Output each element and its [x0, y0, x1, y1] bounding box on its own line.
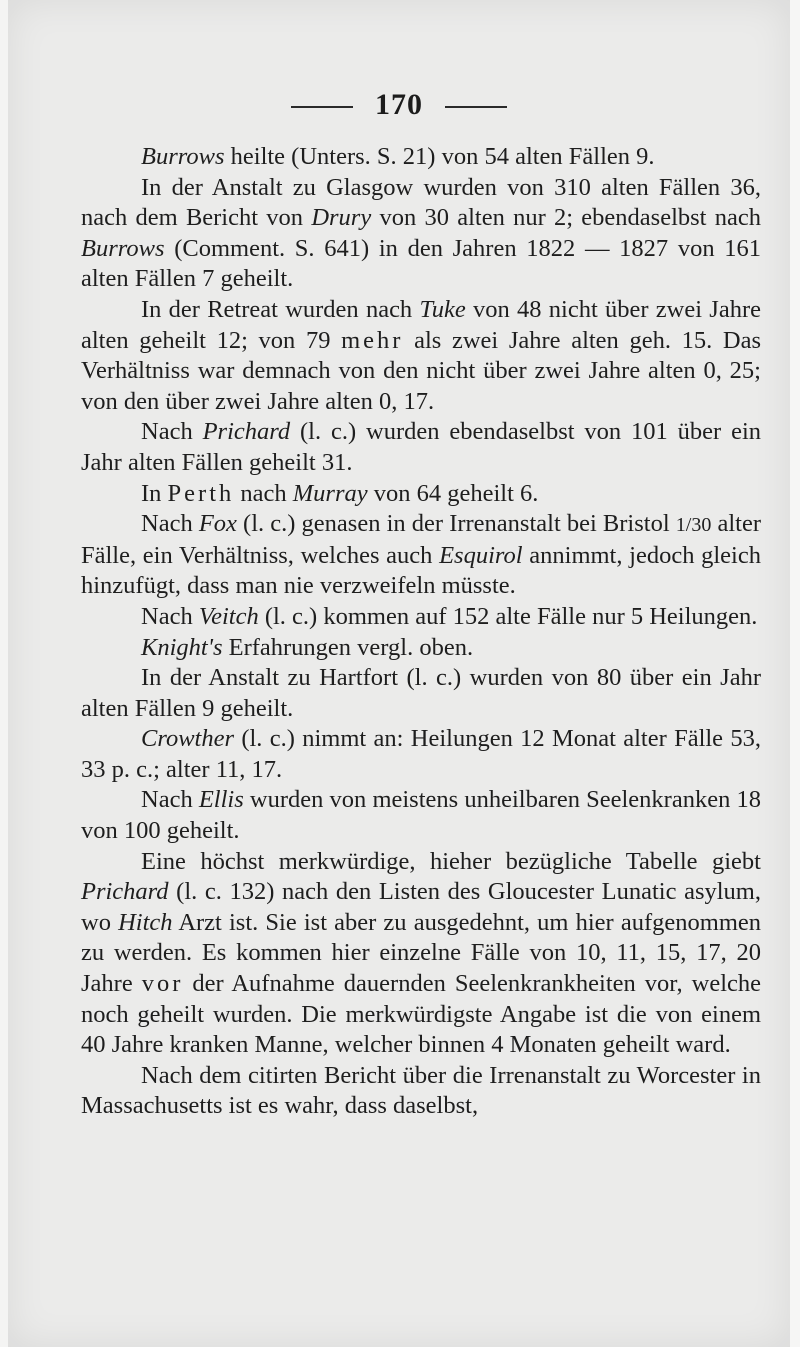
text-run: (l. c. 132) nach den Listen des Gloucester Lunatic asylum, wo — [81, 878, 761, 936]
text-run: (l. c.) kommen auf 152 alte Fälle nur 5 Heilungen. — [258, 602, 758, 630]
text-run: (l. c.) genasen in der Irrenanstalt bei Bristol — [236, 510, 676, 538]
text-run: Eine höchst merkwürdige, hieher bezügliche Tabelle giebt — [141, 847, 761, 875]
italic-name: Drury — [311, 204, 372, 232]
paragraph — [81, 1061, 761, 1122]
body-text — [81, 142, 761, 1122]
text-run: der Aufnahme dauernden Seelenkrankheiten vor, welche noch geheilt wurden. Die merkwürdigste Angabe ist die von einem 40 Jahre kranken Manne, welcher binnen 4 Monaten geheilt ward. — [81, 970, 761, 1059]
italic-name: Burrows — [141, 143, 225, 170]
paragraph — [81, 142, 761, 173]
italic-name: Crowther — [141, 725, 235, 753]
italic-name: Knight's — [141, 633, 223, 661]
text-run: In der Anstalt zu Glasgow wurden von 310 alten Fällen 36, nach dem Bericht von — [81, 173, 761, 232]
paragraph — [81, 785, 761, 846]
italic-name: Ellis — [198, 786, 244, 814]
text-run: mehr — [341, 326, 404, 354]
paragraph — [81, 602, 761, 633]
paragraph — [81, 295, 761, 417]
text-run: annimmt, jedoch gleich hinzufügt, dass man nie verzweifeln müsste. — [81, 541, 761, 600]
text-run: Nach — [141, 602, 199, 630]
left-margin-strip — [0, 0, 8, 1347]
italic-name: Esquirol — [439, 541, 523, 569]
header-rule-right — [445, 106, 507, 108]
header-rule-left — [291, 106, 353, 108]
text-run: von 30 alten nur 2; ebendaselbst nach — [371, 204, 761, 232]
text-run: Nach — [141, 510, 199, 538]
text-run: von 48 nicht über zwei Jahre alten geheilt 12; von 79 — [81, 295, 761, 354]
text-run: (Comment. S. 641) in den Jahren 1822 — 1827 von 161 alten Fällen 7 geheilt. — [81, 234, 761, 293]
text-run: alter Fälle, ein Verhältniss, welches auch — [81, 510, 761, 569]
italic-name: Prichard — [202, 418, 291, 446]
paragraph — [81, 633, 761, 664]
italic-name: Hitch — [118, 908, 173, 936]
text-run: Arzt ist. Sie ist aber zu ausgedehnt, um hier aufgenommen zu werden. Es kommen hier einzelne Fälle von 10, 11, 15, 17, 20 Jahre — [81, 908, 761, 998]
right-margin-strip — [790, 0, 800, 1347]
paragraph — [81, 173, 761, 295]
text-run: wurden von meistens unheilbaren Seelenkranken 18 von 100 geheilt. — [81, 786, 761, 845]
text-run: In — [141, 479, 168, 507]
text-run: heilte (Unters. S. 21) von 54 alten Fällen 9. — [224, 143, 655, 170]
text-run: nach — [234, 479, 293, 507]
page-number: 170 — [375, 88, 423, 121]
italic-name: Veitch — [198, 602, 259, 630]
text-run: vor — [141, 970, 184, 998]
text-run: Nach — [141, 418, 203, 446]
paragraph — [81, 509, 761, 602]
text-run: von 64 geheilt 6. — [367, 479, 539, 507]
text-run: In der Retreat wurden nach — [141, 295, 420, 323]
book-page — [8, 0, 790, 1347]
text-run: Nach — [141, 786, 199, 814]
paragraph — [81, 724, 761, 785]
text-run: 1/30 — [675, 514, 712, 537]
text-run: Perth — [167, 479, 235, 507]
paragraph — [81, 847, 761, 1061]
text-run: In der Anstalt zu Hartfort (l. c.) wurden von 80 über ein Jahr alten Fällen 9 geheilt. — [81, 664, 761, 722]
text-run: Erfahrungen vergl. oben. — [222, 633, 474, 661]
italic-name: Prichard — [81, 878, 169, 906]
text-run: Nach dem citirten Bericht über die Irrenanstalt zu Worcester in Massachusetts ist es wahr, dass daselbst, — [81, 1061, 761, 1120]
text-run: (l. c.) nimmt an: Heilungen 12 Monat alter Fälle 53, 33 p. c.; alter 11, 17. — [81, 725, 761, 783]
paragraph — [81, 663, 761, 724]
italic-name: Burrows — [81, 234, 165, 262]
paragraph — [81, 479, 761, 510]
page-header — [8, 88, 790, 122]
text-run: als zwei Jahre alten geh. 15. Das Verhältniss war demnach von den nicht über zwei Jahre alten 0, 25; von den über zwei Jahre alten 0, 17. — [81, 326, 761, 415]
italic-name: Tuke — [419, 295, 466, 323]
italic-name: Murray — [292, 479, 368, 507]
paragraph — [81, 417, 761, 478]
text-run: (l. c.) wurden ebendaselbst von 101 über ein Jahr alten Fällen geheilt 31. — [81, 418, 761, 476]
italic-name: Fox — [198, 510, 237, 538]
